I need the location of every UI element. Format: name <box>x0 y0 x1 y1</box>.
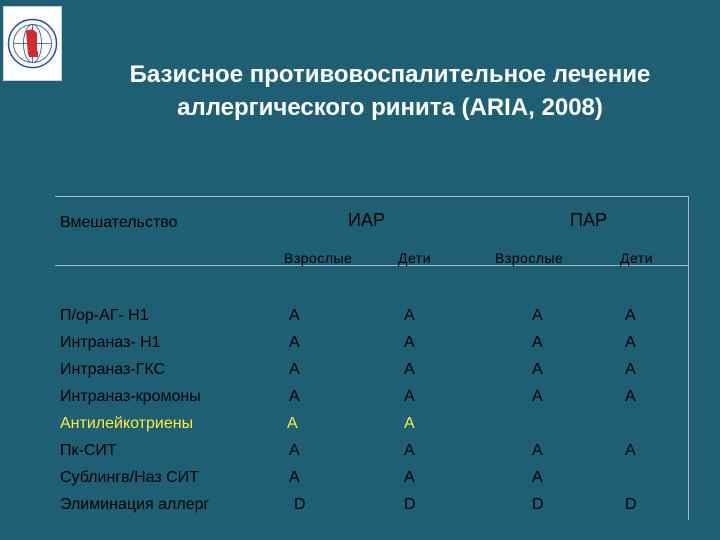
table-cell: A <box>287 415 298 432</box>
table-cell: A <box>289 361 300 378</box>
table-cell: A <box>532 388 543 405</box>
table-cell: A <box>532 361 543 378</box>
subheader-par-adults: Взрослые <box>495 250 564 266</box>
table-cell: A <box>625 442 636 459</box>
table-cell: A <box>404 469 415 486</box>
table-cell: A <box>532 469 543 486</box>
table-cell: A <box>625 361 636 378</box>
table-cell: A <box>532 307 543 324</box>
row-label: Пк-СИТ <box>60 442 117 459</box>
header-iar: ИАР <box>348 210 385 230</box>
table-cell: A <box>404 361 415 378</box>
subheader-iar-adults: Взрослые <box>284 250 353 266</box>
table-cell: A <box>404 334 415 351</box>
row-label: Интраназ-кромоны <box>60 388 201 405</box>
table-cell: A <box>625 388 636 405</box>
logo <box>3 6 62 81</box>
row-label: Элиминация аллерг <box>60 496 210 513</box>
table-cell: A <box>289 388 300 405</box>
table-cell: A <box>404 415 415 432</box>
table-cell: A <box>289 334 300 351</box>
row-label: Интраназ- Н1 <box>60 334 161 351</box>
table-cell: A <box>289 469 300 486</box>
header-divider <box>55 265 688 266</box>
table-cell: A <box>532 334 543 351</box>
table-cell: A <box>532 442 543 459</box>
table-cell: A <box>404 442 415 459</box>
table-cell: A <box>289 307 300 324</box>
header-intervention: Вмешательство <box>60 214 178 231</box>
title-line-1: Базисное противовоспалительное лечение <box>129 61 651 88</box>
table-cell: D <box>294 496 306 513</box>
table-cell: D <box>404 496 416 513</box>
table-cell: A <box>625 307 636 324</box>
table-cell: A <box>625 334 636 351</box>
globe-logo-icon <box>4 7 61 80</box>
table-cell: A <box>404 388 415 405</box>
row-label: Интраназ-ГКС <box>60 361 166 378</box>
row-label: Антилейкотриены <box>60 415 194 432</box>
row-label: Сублингв/Наз СИТ <box>60 469 199 486</box>
header-par: ПАР <box>570 210 607 230</box>
page-title <box>60 58 720 124</box>
row-label: П/ор-АГ- Н1 <box>60 307 149 324</box>
subheader-iar-children: Дети <box>398 250 432 266</box>
subheader-par-children: Дети <box>620 250 654 266</box>
table-cell: A <box>289 442 300 459</box>
title-line-2: аллергического ринита (ARIA, 2008) <box>177 94 603 121</box>
table-cell: D <box>532 496 544 513</box>
table-cell: A <box>404 307 415 324</box>
table-cell: D <box>625 496 637 513</box>
